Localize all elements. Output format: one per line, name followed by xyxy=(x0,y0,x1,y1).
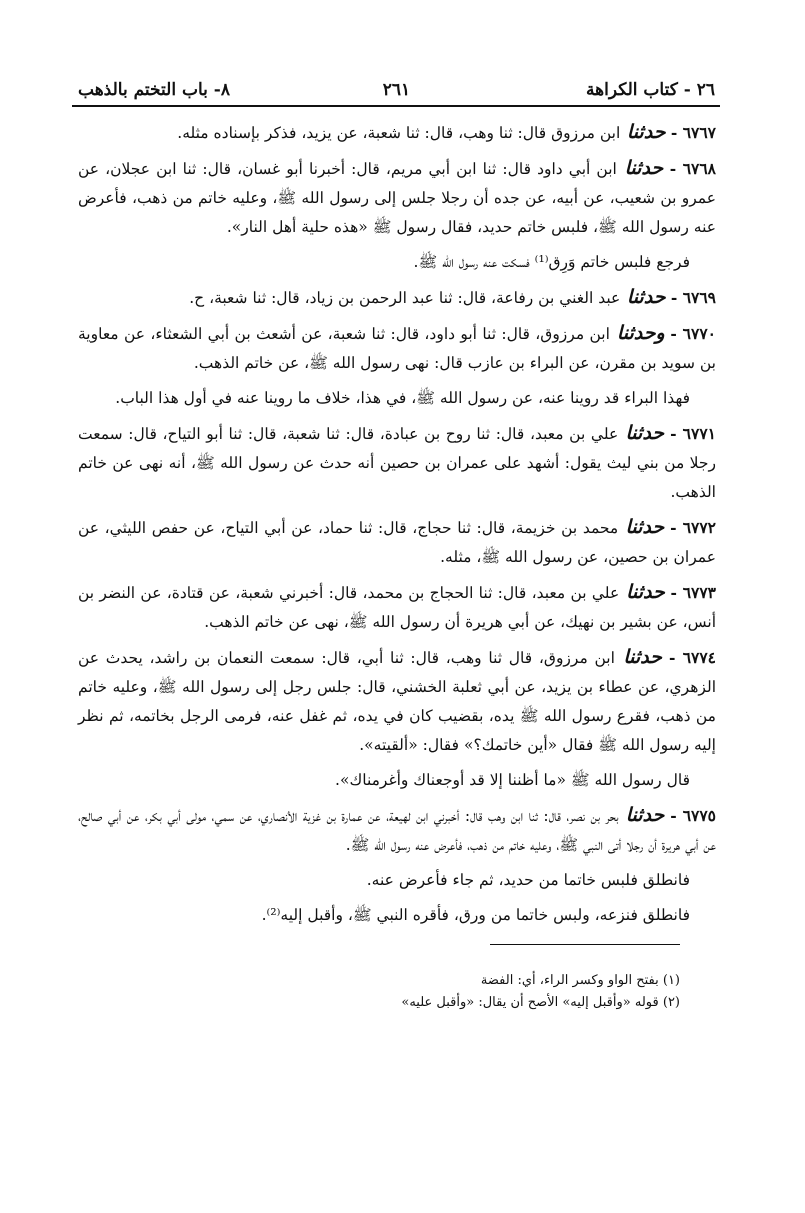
hadith-number: ٦٧٧٥ - xyxy=(664,806,716,825)
haddathana-word: حدثنا xyxy=(619,581,665,603)
haddathana-word: حدثنا xyxy=(609,322,656,344)
hadith-number: ٦٧٧٢ - xyxy=(664,518,717,537)
haddathana-word: حدثنا xyxy=(618,422,665,444)
haddathana-word: حدثنا xyxy=(614,646,662,668)
header-rule xyxy=(72,105,720,107)
hadith-text: ابن مرزوق، قال: ثنا أبو داود، قال: ثنا شعبة، عن أشعث بن أبي الشعثاء، عن معاوية بن سويد بن مقرن، عن البراء بن عازب قال: نهى رسول الله ﷺ، عن خاتم الذهب. xyxy=(78,325,716,372)
hadith-entry xyxy=(78,801,716,860)
hadith-entry xyxy=(78,319,716,378)
hadith-number: ٦٧٧١ - xyxy=(664,424,716,443)
haddathana-word: حدثنا xyxy=(620,121,666,143)
footnote: (٢) قوله «وأقبل إليه» الأصح أن يقال: «وأقبل عليه» xyxy=(401,995,680,1010)
page-header xyxy=(78,80,715,104)
haddathana-word: حدثنا xyxy=(618,516,665,538)
hadith-number: ٦٧٦٧ - xyxy=(665,123,716,142)
book-title: ٢٦ - كتاب الكراهة xyxy=(586,80,715,100)
hadith-text: محمد بن خزيمة، قال: ثنا حجاج، قال: ثنا حماد، عن أبي التياح، عن حفص الليثي، عن عمران بن حصين، عن رسول الله ﷺ، مثله. xyxy=(78,519,716,566)
hadith-text: علي بن معبد، قال: ثنا روح بن عبادة، قال: ثنا شعبة، قال: ثنا أبو التياح، قال: سمعت رجلا من بني ليث يقول: أشهد على عمران بن حصين أنه حدث عن رسول الله ﷺ، أنه نهى عن خاتم الذهب. xyxy=(78,425,716,501)
footnotes xyxy=(300,970,680,1014)
hadith-note: فرجع فلبس خاتم وَرِق⁽¹⁾ فسكت عنه رسول الله ﷺ. xyxy=(413,253,690,271)
hadith-text: عبد الغني بن رفاعة، قال: ثنا عبد الرحمن بن زياد، قال: ثنا شعبة، ح. xyxy=(189,289,621,307)
hadith-entry xyxy=(78,513,716,572)
hadith-number: ٦٧٧٣ - xyxy=(664,583,716,602)
footnote-rule xyxy=(490,944,680,945)
hadith-number: ٦٧٦٩ - xyxy=(665,288,716,307)
hadith-list xyxy=(78,118,716,936)
hadith-number: ٦٧٧٠ - xyxy=(664,324,716,343)
haddathana-word: حدثنا xyxy=(620,286,666,308)
hadith-entry xyxy=(78,643,716,760)
hadith-text: ابن مرزوق، قال ثنا وهب، قال: ثنا أبي، قال: سمعت النعمان بن راشد، يحدث عن الزهري، عن عطاء بن يزيد، عن أبي ثعلبة الخشني، قال: جلس رجل إلى رسول الله ﷺ، وعليه خاتم من ذهب، فقرع رسول الله ﷺ يده، بقضيب كان في يده، ثم غفل عنه، فرمى الرجل بخاتمه، ثم نظر إليه رسول الله ﷺ فقال «أين خاتمك؟» فقال: «ألقيته». xyxy=(78,649,716,754)
hadith-note: فانطلق فنزعه، ولبس خاتما من ورق، فأقره النبي ﷺ، وأقبل إليه⁽²⁾. xyxy=(261,906,690,924)
hadith-text: ابن مرزوق قال: ثنا وهب، قال: ثنا شعبة، عن يزيد، فذكر بإسناده مثله. xyxy=(177,124,621,142)
hadith-entry xyxy=(78,283,716,313)
hadith-prefix: و xyxy=(655,322,665,344)
hadith-entry xyxy=(78,118,716,148)
hadith-note: قال رسول الله ﷺ «ما أظننا إلا قد أوجعناك وأغرمناك». xyxy=(335,771,690,789)
chapter-title: ٨- باب التختم بالذهب xyxy=(78,80,230,100)
hadith-entry xyxy=(78,419,716,507)
hadith-text: علي بن معبد، قال: ثنا الحجاج بن محمد، قال: أخبرني شعبة، عن قتادة، عن النضر بن أنس، عن بشير بن نهيك، عن أبي هريرة أن رسول الله ﷺ، نهى عن خاتم الذهب. xyxy=(78,584,716,631)
hadith-note: فانطلق فلبس خاتما من حديد، ثم جاء فأعرض عنه. xyxy=(366,871,690,889)
hadith-entry xyxy=(78,154,716,242)
page-number: ٢٦١ xyxy=(382,80,411,100)
haddathana-word: حدثنا xyxy=(618,804,665,826)
hadith-number: ٦٧٧٤ - xyxy=(661,648,716,667)
footnote: (١) بفتح الواو وكسر الراء، أي: الفضة xyxy=(480,973,680,988)
hadith-text: بحر بن نصر، قال: ثنا ابن وهب قال: أخبرني ابن لهيعة، عن عمارة بن غزية الأنصاري، عن سمي، مولى أبي بكر، عن أبي صالح، عن أبي هريرة أن رجلا أتى النبي ﷺ، وعليه خاتم من ذهب، فأعرض عنه رسول الله ﷺ. xyxy=(78,807,716,854)
hadith-text: ابن أبي داود قال: ثنا ابن أبي مريم، قال: أخبرنا أبو غسان، قال: ثنا ابن عجلان، عن عمرو بن شعيب، عن أبيه، عن جده أن رجلا جلس إلى رسول الله ﷺ، وعليه خاتم من ذهب، فأعرض عنه رسول الله ﷺ، فلبس خاتم حديد، فقال رسول ﷺ «هذه حلية أهل النار». xyxy=(78,160,716,236)
hadith-note: فهذا البراء قد روينا عنه، عن رسول الله ﷺ، في هذا، خلاف ما روينا عنه في أول هذا الباب. xyxy=(115,389,690,407)
hadith-entry xyxy=(78,578,716,637)
haddathana-word: حدثنا xyxy=(616,157,664,179)
hadith-number: ٦٧٦٨ - xyxy=(663,159,716,178)
